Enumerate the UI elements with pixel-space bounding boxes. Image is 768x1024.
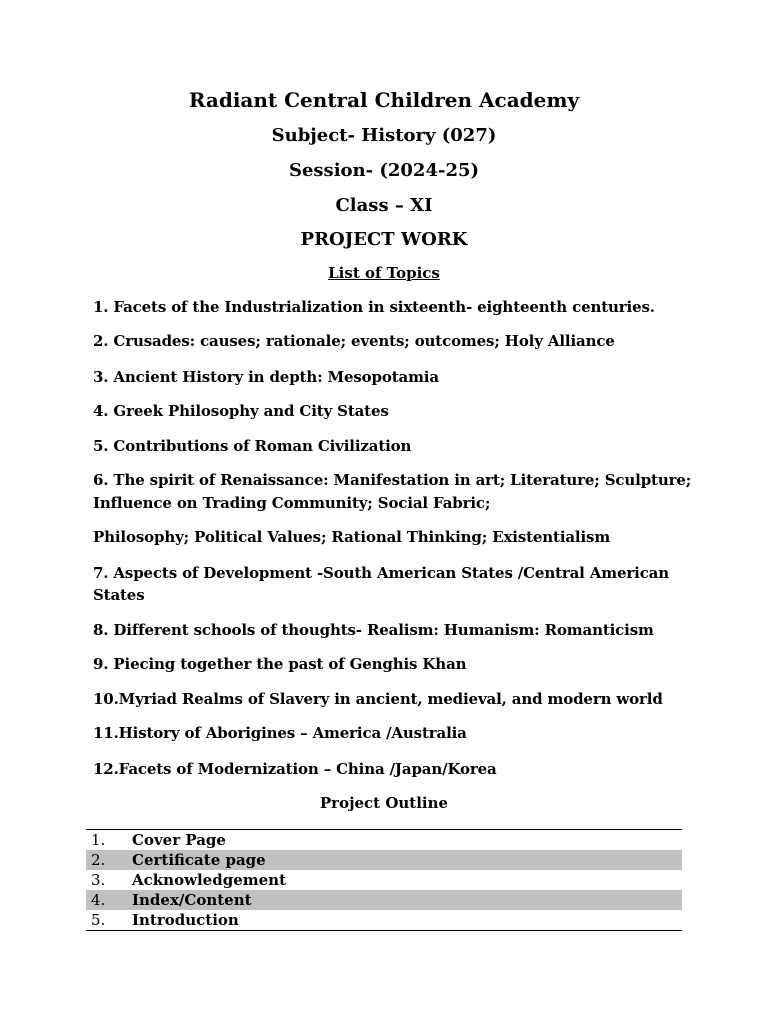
table-row [86, 850, 682, 870]
topic-item-continuation: Philosophy; Political Values; Rational Thinking; Existentialism [93, 528, 611, 546]
row-label: Index/Content [132, 890, 682, 910]
row-label: Certificate page [132, 850, 682, 870]
topic-item: 10.Myriad Realms of Slavery in ancient, medieval, and modern world [93, 690, 663, 708]
topic-item: 6. The spirit of Renaissance: Manifestation in art; Literature; Sculpture; [93, 471, 692, 489]
topic-item-continuation: Influence on Trading Community; Social Fabric; [93, 494, 491, 512]
row-number: 4. [86, 890, 132, 910]
row-label: Introduction [132, 911, 239, 929]
topic-item: 5. Contributions of Roman Civilization [93, 437, 412, 455]
session-line: Session- (2024-25) [288, 160, 480, 181]
table-row [86, 910, 682, 931]
row-label: Cover Page [132, 831, 226, 849]
project-outline-table [86, 829, 682, 931]
topic-item: 2. Crusades: causes; rationale; events; outcomes; Holy Alliance [93, 332, 615, 350]
row-number: 1. [91, 831, 106, 849]
topic-item: 3. Ancient History in depth: Mesopotamia [93, 368, 439, 386]
topic-item: 11.History of Aborigines – America /Australia [93, 724, 467, 742]
topic-item: 4. Greek Philosophy and City States [93, 402, 389, 420]
project-title: PROJECT WORK [300, 229, 468, 250]
class-line: Class – XI [335, 195, 433, 216]
row-number: 5. [91, 911, 106, 929]
table-row [86, 830, 682, 851]
topic-item: 9. Piecing together the past of Genghis Khan [93, 655, 467, 673]
row-number: 3. [91, 871, 106, 889]
topic-item: 8. Different schools of thoughts- Realism: Humanism: Romanticism [93, 621, 654, 639]
table-row [86, 890, 682, 910]
topic-item: 1. Facets of the Industrialization in sixteenth- eighteenth centuries. [93, 298, 655, 316]
row-label: Acknowledgement [132, 871, 286, 889]
topic-item: 12.Facets of Modernization – China /Japan/Korea [93, 760, 497, 778]
project-outline-heading: Project Outline [319, 794, 449, 812]
topic-item-continuation: States [93, 586, 145, 604]
topic-item: 7. Aspects of Development -South American States /Central American [93, 564, 670, 582]
list-of-topics-heading: List of Topics [328, 264, 440, 282]
school-name: Radiant Central Children Academy [188, 88, 580, 112]
subject-line: Subject- History (027) [271, 125, 497, 146]
row-number: 2. [86, 850, 132, 870]
table-row [86, 870, 682, 890]
